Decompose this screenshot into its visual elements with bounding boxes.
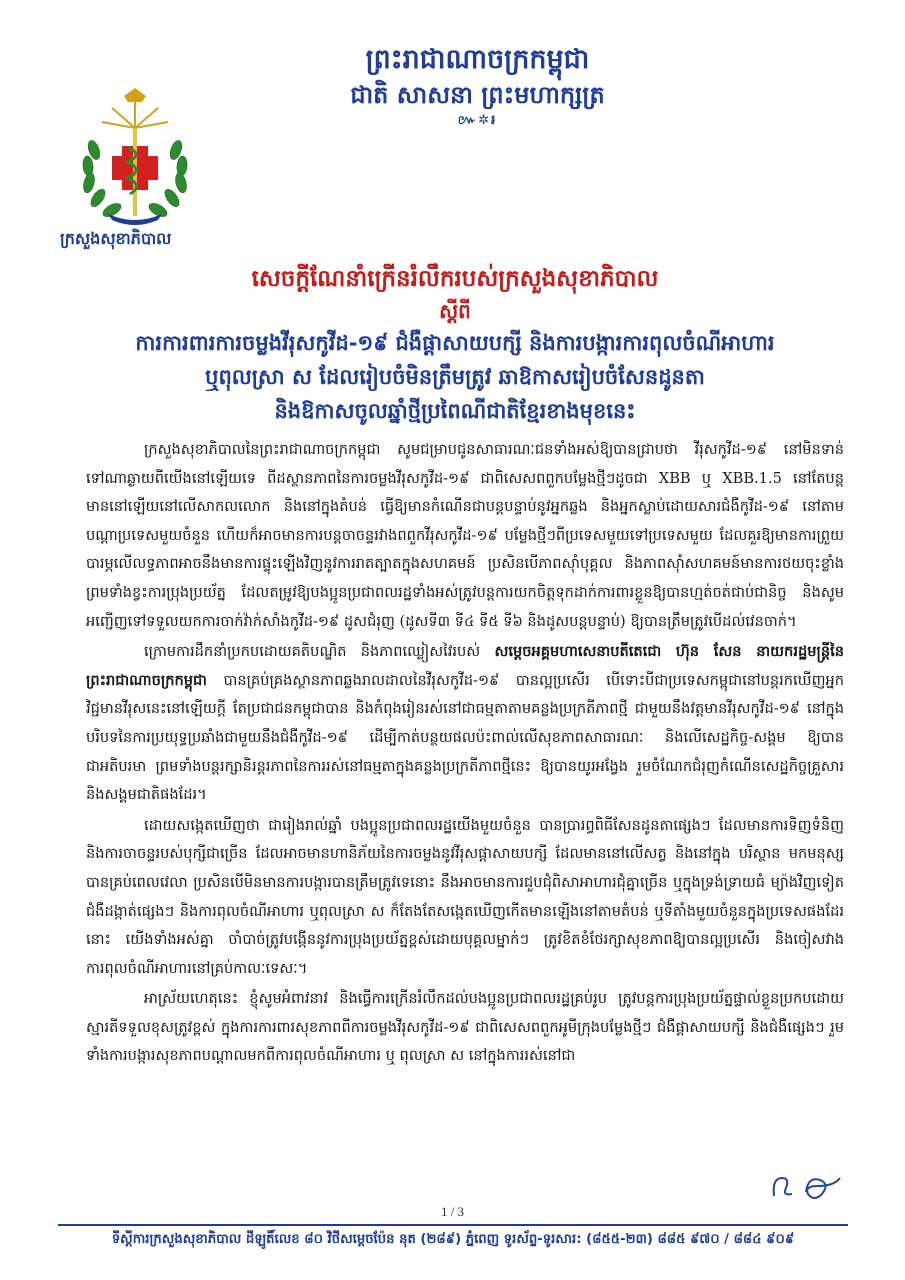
document-body (86, 436, 844, 1171)
title-line-5: និងឱកាសចូលឆ្នាំថ្មីប្រពៃណីជាតិខ្មែរខាងមុខនេះ (274, 399, 636, 423)
ministry-of-health-emblem-icon (72, 88, 198, 228)
national-motto: ជាតិ សាសនា ព្រះមហាក្សត្រ (350, 81, 605, 109)
ministry-name: ក្រសួងសុខាភិបាល (60, 229, 172, 248)
title-line-2: ស្តីពី (439, 299, 471, 323)
paragraph-2 (86, 638, 844, 810)
title-line-3: ការការពារការចម្លងវីរុសកូវីដ-១៩ ជំងឺផ្តាសាយបក្សី និងការបង្ការការពុលចំណីអាហារ (135, 331, 775, 355)
page-number: 1 / 3 (440, 1204, 465, 1219)
ornament-divider: ៚✲៛ (457, 113, 498, 128)
prime-minister-name: សម្តេចអគ្គមហាសេនាបតីតេជោ ហ៊ុន សែន នាយករដ្ឋមន្ត្រីនៃព្រះរាជាណាចក្រកម្ពុជា (86, 643, 844, 689)
paragraph-2-rest: បានគ្រប់គ្រងស្ថានភាពឆ្លងរាលដាលនៃវីរុសកូវីដ-១៩ បានល្អប្រសើរ បើទោះបីជាប្រទេសកម្ពុជានៅបន្តរកឃើញអ្នកវិជ្ជមានវីរុសនេះនៅឡើយក្តី តែប្រជាជនកម្ពុជាបាន និងកំពុងរៀនរស់នៅជាធម្មតាតាមគន្លងប្រក្រតីភាពថ្មី ជាមួយនឹងវត្តមានវីរុសកូវីដ-១៩ នៅក្នុងបរិបទនៃការប្រយុទ្ធប្រឆាំងជាមួយនឹងជំងឺកូវីដ-១៩ ដើម្បីកាត់បន្ថយផលប៉ះពាល់លើសុខភាពសាធារណៈ និងលើសេដ្ឋកិច្ច-សង្គម ឱ្យបានជាអតិបរមា ព្រមទាំងបន្តរក្សានិរន្តរភាពនៃការរស់នៅធម្មតាក្នុងគន្លងប្រក្រតីភាពថ្មីនេះ ឱ្យបានយូរអង្វែង រួមចំណែកជំរុញកំណើនសេដ្ឋកិច្ចគ្រួសារ និងសង្គមជាតិផងដែរ។ (86, 671, 844, 804)
paragraph-2-intro: ក្រោមការដឹកនាំប្រកបដោយគតិបណ្ឌិត និងភាពឈ្លៀសវៃរបស់ (144, 643, 495, 661)
kingdom-name: ព្រះរាជាណាចក្រកម្ពុជា (365, 44, 590, 75)
kingdom-header (250, 42, 705, 130)
paragraph-4: អាស្រ័យហេតុនេះ ខ្ញុំសូមអំពាវនាវ និងធ្វើការក្រើនរំលឹកដល់បងប្អូនប្រជាពលរដ្ឋគ្រប់រូប ត្រូវបន្តការប្រុងប្រយ័ត្នផ្ទាល់ខ្លួនប្រកបដោយស្មារតីទទួលខុសត្រូវខ្ពស់ ក្នុងការការពារសុខភាពពីការចម្លងវីរុសកូវីដ-១៩ ជាពិសេសពពួកអូមីក្រុងបម្លែងថ្មីៗ ជំងឺផ្តាសាយបក្សី និងជំងឺផ្សេងៗ រួមទាំងការបង្ការសុខភាពបណ្តាលមកពីការពុលចំណីអាហារ ឬ ពុលស្រា ស នៅក្នុងការរស់នៅជា (86, 990, 844, 1065)
paragraph-3: ដោយសង្កេតឃើញថា ជារៀងរាល់ឆ្នាំ បងប្អូនប្រជាពលរដ្ឋយើងមួយចំនួន បានប្រារព្ធពិធីសែនដូនតាផ្សេងៗ ដែលមានការទិញទំនិញ និងការចាចន្ទរបស់បុក្សីជាច្រើន ដែលអាចមានហានិភ័យនៃការចម្លងនូវវីរុសផ្តាសាយបក្សី ដែលមាននៅលើសត្វ និងនៅក្នុង បរិស្ថាន មកមនុស្សបានគ្រប់ពេលវេលា ប្រសិនបើមិនមានការបង្ការបានត្រឹមត្រូវទេនោះ នឹងអាចមានការជួបជុំពិសាអាហារជុំគ្នាច្រើន ឬក្នុងទ្រង់ទ្រាយធំ ម្យ៉ាងវិញទៀត ជំងឺដង្កាត់ផ្សេងៗ និងការពុលចំណីអាហារ ឬពុលស្រា ស ក៏តែងតែសង្កេតឃើញកើតមានឡើងនៅតាមតំបន់ ឬទីតាំងមួយចំនួនក្នុងប្រទេសផងដែរនោះ យើងទាំងអស់គ្នា ចាំបាច់ត្រូវបង្កើននូវការប្រុងប្រយ័ត្នខ្ពស់ដោយបុគ្គលម្នាក់ៗ ត្រូវខិតខំថែរក្សាសុខភាពឱ្យបានល្អប្រសើរ និងចៀសវាងការពុលចំណីអាហារនៅគ្រប់កាលៈទេសៈ។ (86, 816, 844, 977)
handwritten-initials (768, 1170, 858, 1204)
footer-divider (58, 1224, 848, 1226)
paragraph-1: ក្រសួងសុខាភិបាលនៃព្រះរាជាណាចក្រកម្ពុជា សូមជម្រាបជូនសាធារណៈជនទាំងអស់ឱ្យបានជ្រាបថា វីរុសកូវីដ-១៩ នៅមិនទាន់ទៅណាឆ្ងាយពីយើងនៅឡើយទេ ពីដស្ថានភាពនៃការចម្លងវីរុសកូវីដ-១៩ ជាពិសេសពពួកបម្លែងថ្មីៗដូចជា XBB ឬ XBB.1.5 នៅតែបន្តមាននៅឡើយនៅលើសាកលលោក និងនៅក្នុងតំបន់ ធ្វើឱ្យមានកំណើនជាបន្តបន្ទាប់នូវអ្នកឆ្លង និងអ្នកស្លាប់ដោយសារជំងឺកូវីដ-១៩ នៅតាម បណ្តាប្រទេសមួយចំនួន ហើយក៏អាចមានការបន្តចាចន្ទរវាងពពួកវីរុសកូវីដ-១៩ បម្លែងថ្មីៗពីប្រទេសមួយទៅប្រទេសមួយ ដែលគួរឱ្យមានការព្រួយបារម្ភលើលទ្ធភាពអាចនឹងមានការផ្ទុះឡើងវិញនូវការរាតត្បាតក្នុងសហគមន៍ ប្រសិនបើភាពស៊ាំបុគ្គល និងភាពស៊ាំសហគមន៍មានការថយចុះខ្លាំង ព្រមទាំងខ្វះការប្រុងប្រយ័ត្ន ដែលតម្រូវឱ្យបងប្អូនប្រជាពលរដ្ឋទាំងអស់ត្រូវបន្តការយកចិត្តទុកដាក់ការពារខ្លួនឱ្យបានហ្មត់ចត់ជាប់ជានិច្ច និងសូមអញ្ជើញទៅទទួលយកការចាក់វ៉ាក់សាំងកូវីដ-១៩ ដូសជំរុញ (ដូសទី៣ ទី៤ ទី៥ ទី៦ និងដូសបន្តបន្ទាប់) ឱ្យបានត្រឹមត្រូវបើដល់វេនចាក់។ (86, 441, 844, 630)
document-title (60, 262, 850, 428)
title-line-1: សេចក្តីណែនាំក្រើនរំលឹករបស់ក្រសួងសុខាភិបាល (251, 266, 659, 292)
ministry-address: ទីស្តីការក្រសួងសុខាភិបាល ដីឡូតិ៍លេខ ៨០ វិថីសម្តេចប៉ែន នុត (២៨៩) ភ្នំពេញ ទូរស័ព្ទ-ទូរសារ: (៨៥៥-២៣) ៨៨៥ ៩៧០ / ៨៨៤ ៩០៩ (111, 1232, 795, 1247)
title-line-4: ឬពុលស្រា ស ដែលរៀបចំមិនត្រឹមត្រូវ ឆាឱកាសរៀបចំសែនដូនតា (205, 365, 705, 389)
